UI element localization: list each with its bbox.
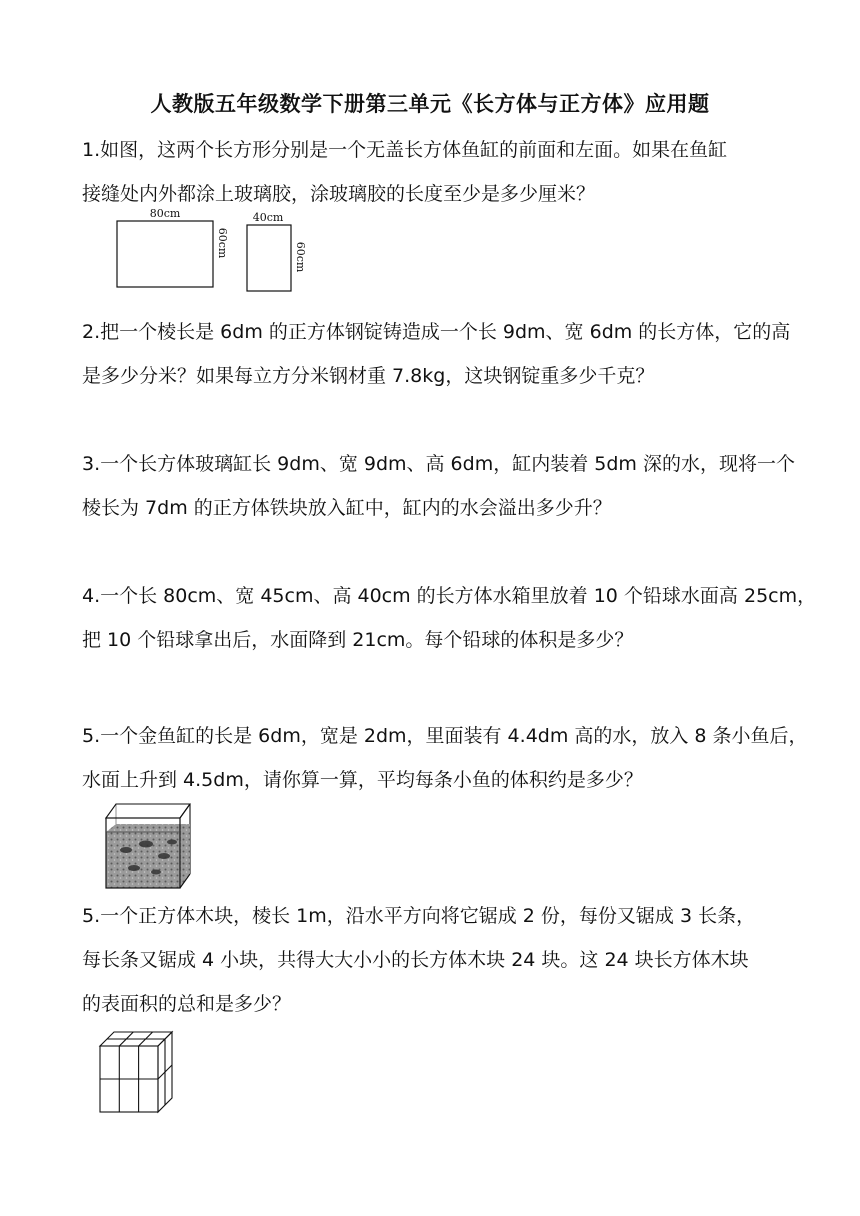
question-line: 棱长为 7dm 的正方体铁块放入缸中，缸内的水会溢出多少升？ — [82, 497, 612, 519]
question-6 — [82, 894, 782, 1026]
question-2 — [82, 310, 791, 398]
fish-tank-illustration — [104, 802, 194, 890]
question-line: 5.一个金鱼缸的长是 6dm，宽是 2dm，里面装有 4.4dm 高的水，放入 8 条小鱼后， — [82, 725, 808, 747]
cube-cut-illustration — [98, 1030, 176, 1116]
front-height-label: 60cm — [216, 227, 229, 259]
question-line: 1.如图，这两个长方形分别是一个无盖长方体鱼缸的前面和左面。如果在鱼缸 — [82, 139, 728, 161]
question-line: 接缝处内外都涂上玻璃胶，涂玻璃胶的长度至少是多少厘米？ — [82, 183, 596, 205]
front-width-label: 80cm — [149, 207, 181, 220]
question-line: 5.一个正方体木块，棱长 1m，沿水平方向将它锯成 2 份，每份又锯成 3 长条， — [82, 905, 756, 927]
question-5 — [82, 714, 808, 802]
question-1 — [82, 128, 782, 216]
front-face-rect — [117, 221, 213, 287]
question-line: 2.把一个棱长是 6dm 的正方体钢锭铸造成一个长 9dm、宽 6dm 的长方体，它的高 — [82, 321, 791, 343]
side-face-rect — [247, 225, 291, 291]
question-4 — [82, 574, 817, 662]
question-line: 每长条又锯成 4 小块，共得大大小小的长方体木块 24 块。这 24 块长方体木块 — [82, 949, 749, 971]
question-line: 水面上升到 4.5dm，请你算一算，平均每条小鱼的体积约是多少？ — [82, 769, 643, 791]
question-line: 是多少分米？如果每立方分米钢材重 7.8kg，这块钢锭重多少千克？ — [82, 365, 655, 387]
question-line: 4.一个长 80cm、宽 45cm、高 40cm 的长方体水箱里放着 10 个铅球水面高 25cm， — [82, 585, 817, 607]
page-title: 人教版五年级数学下册第三单元《长方体与正方体》应用题 — [150, 92, 710, 116]
question-line: 把 10 个铅球拿出后，水面降到 21cm。每个铅球的体积是多少？ — [82, 629, 634, 651]
side-width-label: 40cm — [252, 211, 284, 224]
question-line: 的表面积的总和是多少？ — [82, 993, 292, 1015]
aquarium-face-diagram — [105, 205, 315, 295]
question-3 — [82, 442, 795, 530]
question-line: 3.一个长方体玻璃缸长 9dm、宽 9dm、高 6dm，缸内装着 5dm 深的水，现将一个 — [82, 453, 795, 475]
side-height-label: 60cm — [294, 241, 307, 273]
